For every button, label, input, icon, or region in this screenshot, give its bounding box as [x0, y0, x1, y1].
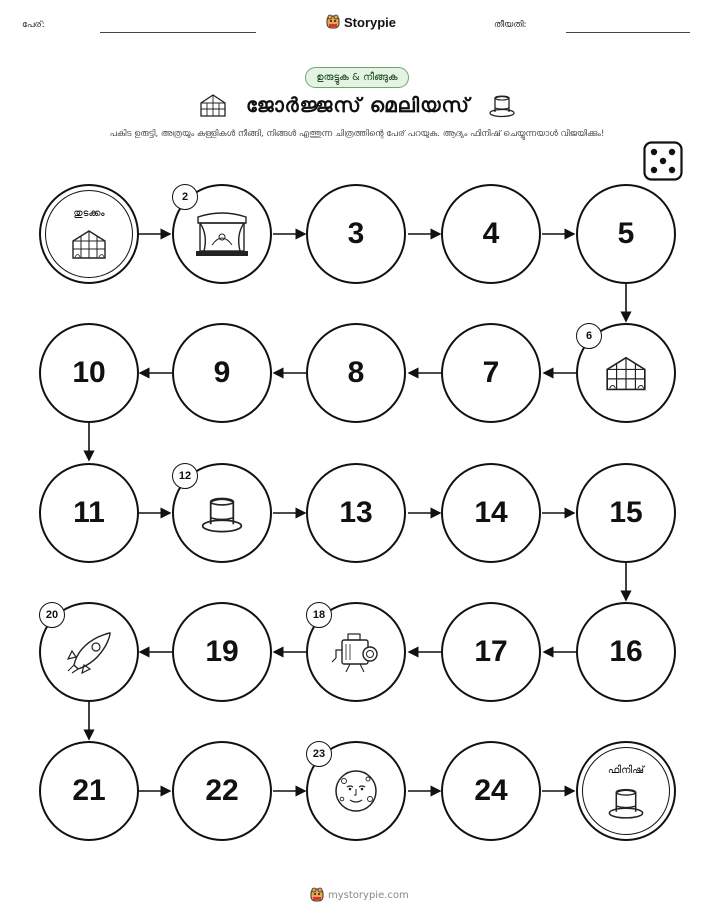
- space-number: 14: [474, 496, 508, 529]
- board-space-5: [576, 184, 676, 284]
- space-badge: 18: [306, 602, 332, 628]
- space-badge: 23: [306, 741, 332, 767]
- space-number: 8: [347, 356, 365, 389]
- instructions: പകിട ഉരുട്ടി, അത്രയും കള്ളികൾ നീങ്ങി, നിങ്ങൾ എത്തുന്ന ചിത്രത്തിന്റെ പേര് പറയുക. ആദ്യം ഫിനിഷ് ചെയ്യുന്നയാൾ വിജയിക്കും!: [109, 129, 605, 139]
- board-space-18: [306, 602, 406, 702]
- board-space-14: [441, 463, 541, 563]
- rocket-icon: [64, 629, 114, 675]
- space-number: 11: [73, 496, 105, 529]
- board-space-17: [441, 602, 541, 702]
- space-number: 24: [474, 774, 508, 807]
- board-space-13: [306, 463, 406, 563]
- board-space-16: [576, 602, 676, 702]
- space-badge: 2: [172, 184, 198, 210]
- board-space-19: [172, 602, 272, 702]
- board-space-2: [172, 184, 272, 284]
- top-hat-icon: [606, 784, 646, 820]
- space-number: 9: [213, 356, 231, 389]
- greenhouse-icon: [602, 353, 650, 393]
- start-label: തുടക്കം: [73, 208, 105, 219]
- space-number: 3: [347, 217, 365, 250]
- board-space-8: [306, 323, 406, 423]
- space-number: 19: [205, 635, 239, 668]
- space-number: 4: [482, 217, 500, 250]
- board-space-4: [441, 184, 541, 284]
- brand-name: Storypie: [344, 14, 397, 30]
- board-space-23: [306, 741, 406, 841]
- top-hat-icon: [196, 492, 248, 534]
- game-type-tag: ഉരുട്ടുക & നീങ്ങുക: [305, 67, 408, 88]
- board-space-10: [39, 323, 139, 423]
- board-space-15: [576, 463, 676, 563]
- space-number: 7: [482, 356, 500, 389]
- space-number: 13: [339, 496, 373, 529]
- space-number: 5: [617, 217, 635, 250]
- space-number: 10: [72, 356, 106, 389]
- space-number: 21: [72, 774, 106, 807]
- moon-face-icon: [332, 767, 380, 815]
- board-space-21: [39, 741, 139, 841]
- film-camera-icon: [330, 630, 382, 674]
- space-badge: 20: [39, 602, 65, 628]
- footer: [310, 887, 409, 903]
- board-space-20: [39, 602, 139, 702]
- space-number: 22: [205, 774, 239, 807]
- board-space-12: [172, 463, 272, 563]
- space-number: 17: [474, 635, 508, 668]
- board-space-6: [576, 323, 676, 423]
- theater-stage-icon: [194, 209, 250, 259]
- name-label: പേര്:: [22, 20, 45, 30]
- space-badge: 12: [172, 463, 198, 489]
- board-space-11: [39, 463, 139, 563]
- greenhouse-icon: [69, 227, 109, 261]
- footer-url[interactable]: mystorypie.com: [328, 889, 409, 901]
- board-space-3: [306, 184, 406, 284]
- board-space-24: [441, 741, 541, 841]
- space-badge: 6: [576, 323, 602, 349]
- board-space-7: [441, 323, 541, 423]
- finish-label: ഫിനിഷ്: [607, 765, 645, 776]
- storypie-mascot-icon: [310, 887, 324, 903]
- board-space-9: [172, 323, 272, 423]
- board-space-start: [39, 184, 139, 284]
- space-number: 16: [609, 635, 643, 668]
- board-space-finish: [576, 741, 676, 841]
- board-space-22: [172, 741, 272, 841]
- date-label: തീയതി:: [494, 20, 527, 30]
- page-title: ജോർജ്ജസ് മെലിയസ്: [246, 93, 470, 117]
- space-number: 15: [609, 496, 643, 529]
